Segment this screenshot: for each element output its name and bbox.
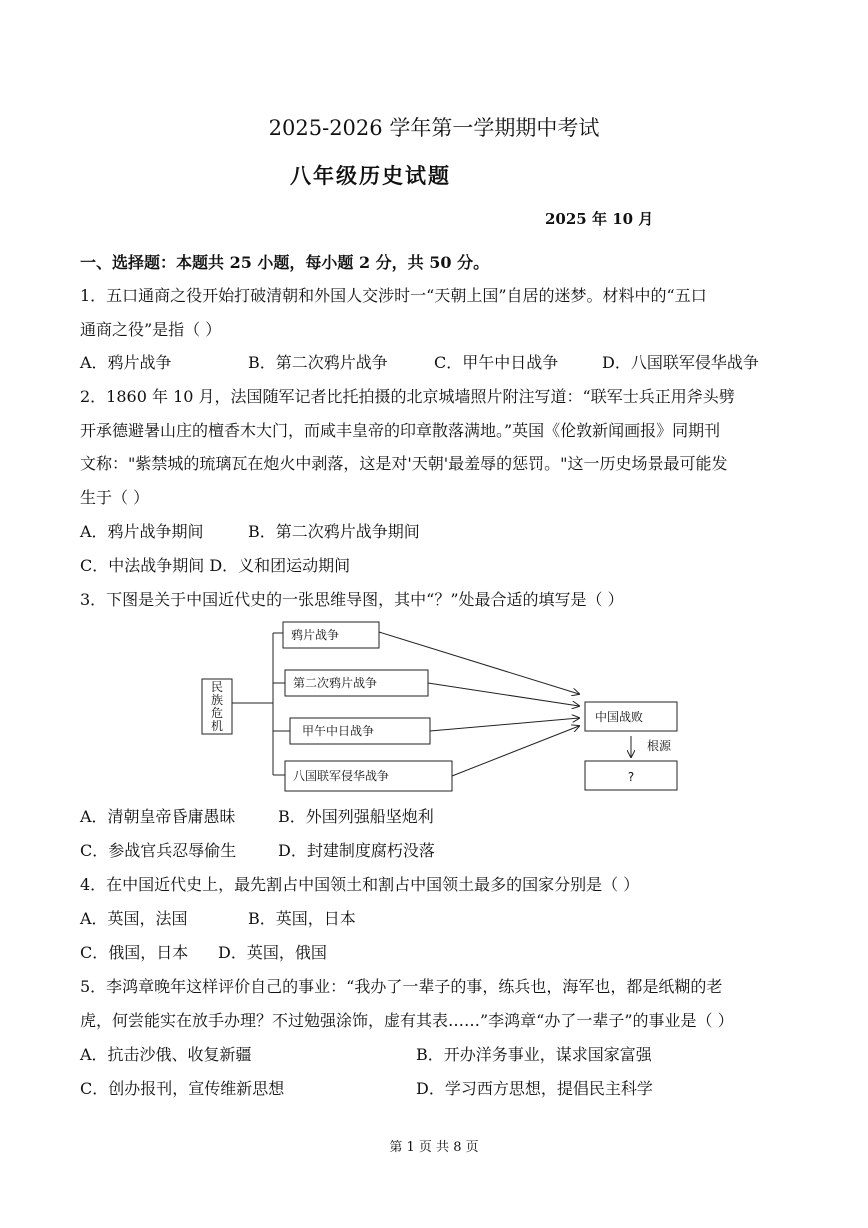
q5-option-a: A．抗击沙俄、收复新疆 <box>80 1045 252 1064</box>
q4-line-1: 4．在中国近代史上，最先割占中国领土和割占中国领土最多的国家分别是（ ） <box>80 875 640 894</box>
war-label-2: 第二次鸦片战争 <box>293 676 378 690</box>
exam-date: 2025 年 10 月 <box>545 210 654 228</box>
unknown-label: ? <box>627 770 635 784</box>
q1-line-2: 通商之役”是指（ ） <box>80 320 222 339</box>
war-label-3: 甲午中日战争 <box>302 724 375 738</box>
q5-line-1: 5．李鸿章晚年这样评价自己的事业：“我办了一辈子的事，练兵也，海军也，都是纸糊的老 <box>80 977 723 996</box>
q2-line-4: 生于（ ） <box>80 488 150 507</box>
q4-option-b: B．英国，日本 <box>248 909 356 928</box>
exam-subtitle: 八年级历史试题 <box>290 163 451 188</box>
q2-line-3: 文称："紫禁城的琉璃瓦在炮火中剥落，这是对'天朝'最羞辱的惩罚。"这一历史场景最可能发 <box>80 454 728 473</box>
section-heading: 一、选择题：本题共 25 小题，每小题 2 分，共 50 分。 <box>80 253 490 272</box>
q1-option-c: C．甲午中日战争 <box>434 353 559 372</box>
q2-option-a: A．鸦片战争期间 <box>80 522 204 541</box>
q3-option-a: A．清朝皇帝昏庸愚昧 <box>80 807 236 826</box>
war-label-4: 八国联军侵华战争 <box>293 769 390 783</box>
result-label: 中国战败 <box>595 710 644 724</box>
q2-line-1: 2．1860 年 10 月，法国随军记者比托拍摄的北京城墙照片附注写道：“联军士兵正用斧头劈 <box>80 387 735 406</box>
exam-title: 2025-2026 学年第一学期期中考试 <box>268 116 600 140</box>
q3-option-b: B．外国列强船坚炮利 <box>278 807 434 826</box>
root-char-1: 民 <box>210 680 224 694</box>
q5-option-b: B．开办洋务事业，谋求国家富强 <box>416 1045 652 1064</box>
q4-option-c: C．俄国，日本 <box>80 943 189 962</box>
q1-option-b: B．第二次鸦片战争 <box>248 353 388 372</box>
war-label-1: 鸦片战争 <box>291 628 340 642</box>
q1-option-a: A．鸦片战争 <box>80 353 172 372</box>
q4-option-d: D．英国，俄国 <box>218 943 327 962</box>
mind-map-diagram <box>195 620 695 802</box>
q1-line-1: 1．五口通商之役开始打破清朝和外国人交涉时一“天朝上国”自居的迷梦。材料中的“五口 <box>80 286 707 305</box>
root-char-2: 族 <box>210 693 224 707</box>
q5-option-c: C．创办报刊，宣传维新思想 <box>80 1079 285 1098</box>
q3-option-c: C．参战官兵忍辱偷生 <box>80 841 237 860</box>
q2-option-b: B．第二次鸦片战争期间 <box>248 522 420 541</box>
root-char-3: 危 <box>210 706 224 720</box>
q5-line-2: 虎，何尝能实在放手办理？不过勉强涂饰，虚有其表……”李鸿章“办了一辈子”的事业是（ ） <box>80 1011 734 1030</box>
q3-line-1: 3．下图是关于中国近代史的一张思维导图，其中“？”处最合适的填写是（ ） <box>80 590 624 609</box>
arrow-label: 根源 <box>647 739 672 753</box>
q5-option-d: D．学习西方思想，提倡民主科学 <box>416 1079 653 1098</box>
page-footer: 第 1 页 共 8 页 <box>389 1140 479 1155</box>
q4-option-a: A．英国，法国 <box>80 909 188 928</box>
q1-option-d: D．八国联军侵华战争 <box>602 353 759 372</box>
q2-option-cd: C．中法战争期间 D．义和团运动期间 <box>80 556 351 575</box>
q2-line-2: 开承德避暑山庄的檀香木大门，而咸丰皇帝的印章散落满地。”英国《伦敦新闻画报》同期刊 <box>80 421 721 440</box>
root-char-4: 机 <box>210 719 224 733</box>
q3-option-d: D．封建制度腐朽没落 <box>278 841 435 860</box>
